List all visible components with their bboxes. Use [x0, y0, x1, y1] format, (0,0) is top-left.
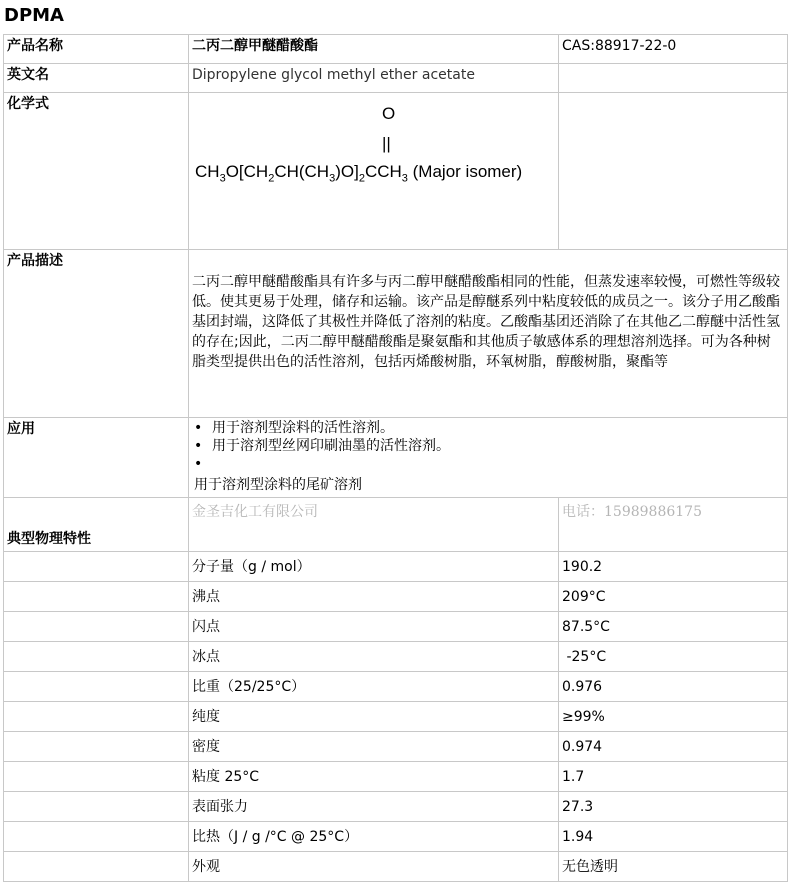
property-row — [4, 672, 788, 702]
application-text: 用于溶剂型丝网印刷油墨的活性溶剂。 — [212, 438, 450, 454]
row-english-name — [4, 64, 788, 93]
property-spacer — [4, 732, 189, 762]
property-value: 87.5°C — [559, 612, 788, 642]
property-row — [4, 612, 788, 642]
property-spacer — [4, 762, 189, 792]
empty-cell — [559, 93, 788, 250]
property-spacer — [4, 702, 189, 732]
english-name-label: 英文名 — [4, 64, 189, 93]
formula-oxygen: O — [382, 104, 396, 123]
formula-cell — [189, 93, 559, 250]
property-value: 1.94 — [559, 822, 788, 852]
application-list — [192, 419, 784, 473]
property-spacer — [4, 552, 189, 582]
formula-part: (Major isomer) — [407, 162, 523, 181]
property-row — [4, 792, 788, 822]
property-row — [4, 642, 788, 672]
row-formula — [4, 93, 788, 250]
product-name-label: 产品名称 — [4, 35, 189, 64]
formula-main — [195, 162, 522, 188]
property-spacer — [4, 852, 189, 882]
property-value: 27.3 — [559, 792, 788, 822]
formula-part: )O] — [335, 162, 359, 181]
formula-sub: 3 — [401, 172, 408, 185]
property-name: 表面张力 — [189, 792, 559, 822]
cas-number: CAS:88917-22-0 — [559, 35, 788, 64]
property-value: 190.2 — [559, 552, 788, 582]
property-name: 比热（J / g /°C @ 25°C） — [189, 822, 559, 852]
application-extra: 用于溶剂型涂料的尾矿溶剂 — [194, 477, 362, 493]
formula-part: CH — [195, 162, 220, 181]
property-spacer — [4, 642, 189, 672]
properties-label: 典型物理特性 — [4, 498, 189, 552]
property-name: 粘度 25°C — [189, 762, 559, 792]
property-row — [4, 762, 788, 792]
property-spacer — [4, 582, 189, 612]
row-description — [4, 250, 788, 418]
property-value: 0.976 — [559, 672, 788, 702]
formula-sub: 2 — [358, 172, 365, 185]
application-text: 用于溶剂型涂料的活性溶剂。 — [212, 420, 394, 436]
page-title: DPMA — [4, 5, 64, 26]
formula-part: O[CH — [225, 162, 269, 181]
property-name: 沸点 — [189, 582, 559, 612]
property-value: ≥99% — [559, 702, 788, 732]
property-value: 209°C — [559, 582, 788, 612]
property-row — [4, 732, 788, 762]
property-value: -25°C — [559, 642, 788, 672]
formula-sub: 2 — [268, 172, 275, 185]
row-properties-header — [4, 498, 788, 552]
property-value: 无色透明 — [559, 852, 788, 882]
application-cell — [189, 418, 788, 498]
description-label: 产品描述 — [4, 250, 189, 418]
application-label: 应用 — [4, 418, 189, 498]
property-value: 1.7 — [559, 762, 788, 792]
product-name-value: 二丙二醇甲醚醋酸酯 — [189, 35, 559, 64]
property-row — [4, 702, 788, 732]
application-item — [192, 419, 784, 437]
watermark-company: 金圣吉化工有限公司 — [189, 498, 559, 552]
property-name: 闪点 — [189, 612, 559, 642]
property-name: 比重（25/25°C） — [189, 672, 559, 702]
property-name: 分子量（g / mol） — [189, 552, 559, 582]
application-item — [192, 455, 784, 473]
property-row — [4, 822, 788, 852]
watermark-phone: 电话：15989886175 — [559, 498, 788, 552]
chemical-formula — [192, 94, 555, 240]
property-row — [4, 552, 788, 582]
property-row — [4, 852, 788, 882]
description-text: 二丙二醇甲醚醋酸酯具有许多与丙二醇甲醚醋酸酯相同的性能，但蒸发速率较慢，可燃性等级较低。使其更易于处理，储存和运输。该产品是醇醚系列中粘度较低的成员之一。该分子用乙酸酯基团封端，这降低了其极性并降低了溶剂的粘度。乙酸酯基团还消除了在其他乙二醇醚中活性氢的存在;因此，二丙二醇甲醚醋酸酯是聚氨酯和其他质子敏感体系的理想溶剂选择。可为各种树脂类型提供出色的活性溶剂，包括丙烯酸树脂，环氧树脂，醇酸树脂，聚酯等 — [189, 250, 788, 418]
product-spec-table — [3, 34, 788, 882]
property-value: 0.974 — [559, 732, 788, 762]
bullet-icon: • — [194, 438, 203, 454]
formula-sub: 3 — [219, 172, 226, 185]
row-product-name — [4, 35, 788, 64]
formula-part: CH(CH — [274, 162, 330, 181]
english-name-value: Dipropylene glycol methyl ether acetate — [189, 64, 559, 93]
property-name: 外观 — [189, 852, 559, 882]
application-item — [192, 437, 784, 455]
row-application — [4, 418, 788, 498]
property-name: 冰点 — [189, 642, 559, 672]
property-spacer — [4, 822, 189, 852]
property-spacer — [4, 612, 189, 642]
formula-part: CCH — [364, 162, 402, 181]
property-spacer — [4, 792, 189, 822]
bullet-icon: • — [194, 420, 203, 436]
property-row — [4, 582, 788, 612]
formula-sub: 3 — [329, 172, 336, 185]
property-name: 密度 — [189, 732, 559, 762]
formula-double-bond: || — [382, 134, 391, 153]
formula-label: 化学式 — [4, 93, 189, 250]
empty-cell — [559, 64, 788, 93]
property-spacer — [4, 672, 189, 702]
property-name: 纯度 — [189, 702, 559, 732]
bullet-icon: • — [194, 456, 203, 472]
